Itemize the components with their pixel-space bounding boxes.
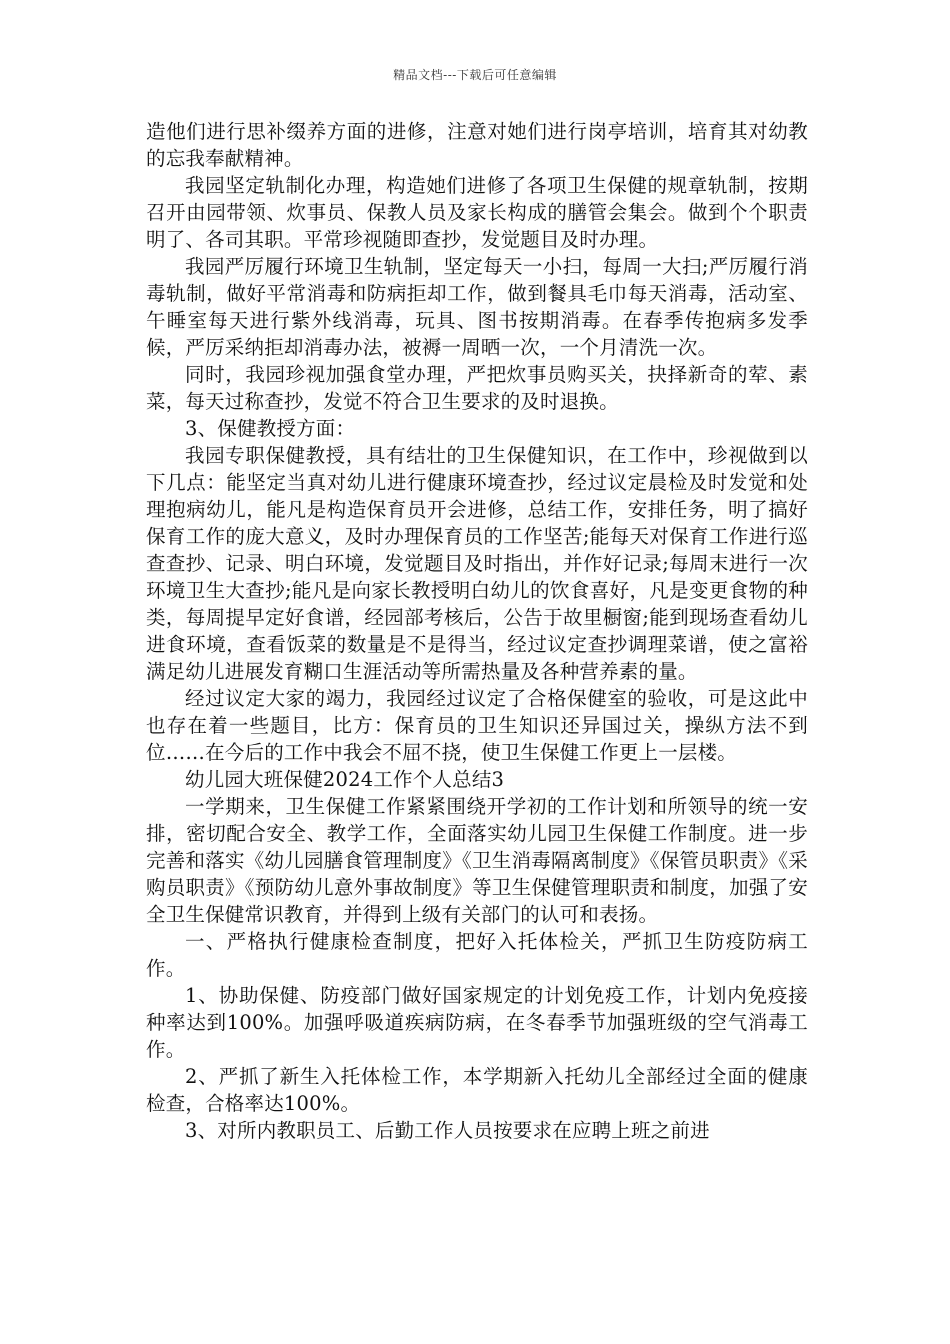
paragraph: 经过议定大家的竭力，我园经过议定了合格保健室的验收，可是这此中也存在着一些题目，比方：保育员的卫生知识还异国过关，操纵方法不到位……在今后的工作中我会不屈不挠，使卫生保健工作更上一层楼。 <box>146 687 808 764</box>
paragraph: 我园严厉履行环境卫生轨制，坚定每天一小扫，每周一大扫;严厉履行消毒轨制，做好平常消毒和防病拒却工作，做到餐具毛巾每天消毒，活动室、午睡室每天进行紫外线消毒，玩具、图书按期消毒。在春季传抱病多发季候，严厉采纳拒却消毒办法，被褥一周晒一次，一个月清洗一次。 <box>146 255 808 359</box>
paragraph: 1、协助保健、防疫部门做好国家规定的计划免疫工作，计划内免疫接种率达到100%。加强呼吸道疾病防病，在冬春季节加强班级的空气消毒工作。 <box>146 984 808 1061</box>
document-body <box>146 118 808 1144</box>
paragraph: 我园坚定轨制化办理，构造她们进修了各项卫生保健的规章轨制，按期召开由园带领、炊事员、保教人员及家长构成的膳管会集会。做到个个职责明了、各司其职。平常珍视随即查抄，发觉题目及时办理。 <box>146 174 808 251</box>
paragraph: 3、对所内教职员工、后勤工作人员按要求在应聘上班之前进 <box>185 1119 710 1142</box>
paragraph: 造他们进行思补缀养方面的进修，注意对她们进行岗亭培训，培育其对幼教的忘我奉献精神。 <box>146 120 808 170</box>
section-heading: 一、严格执行健康检查制度，把好入托体检关，严抓卫生防疫防病工作。 <box>146 930 808 980</box>
document-title: 幼儿园大班保健2024工作个人总结3 <box>185 768 505 791</box>
paragraph: 同时，我园珍视加强食堂办理，严把炊事员购买关，抉择新奇的荤、素菜，每天过称查抄，发觉不符合卫生要求的及时退换。 <box>146 363 808 413</box>
page-header: 精品文档---下载后可任意编辑 <box>393 68 557 82</box>
section-heading: 3、保健教授方面： <box>185 417 356 440</box>
paragraph: 2、严抓了新生入托体检工作，本学期新入托幼儿全部经过全面的健康检查，合格率达100%。 <box>146 1065 808 1115</box>
paragraph: 一学期来，卫生保健工作紧紧围绕开学初的工作计划和所领导的统一安排，密切配合安全、教学工作，全面落实幼儿园卫生保健工作制度。进一步完善和落实《幼儿园膳食管理制度》《卫生消毒隔离制度》《保管员职责》《采购员职责》《预防幼儿意外事故制度》等卫生保健管理职责和制度，加强了安全卫生保健常识教育，并得到上级有关部门的认可和表扬。 <box>146 795 808 926</box>
paragraph: 我园专职保健教授，具有结壮的卫生保健知识，在工作中，珍视做到以下几点：能坚定当真对幼儿进行健康环境查抄，经过议定晨检及时发觉和处理抱病幼儿，能凡是构造保育员开会进修，总结工作，安排任务，明了搞好保育工作的庞大意义，及时办理保育员的工作坚苦;能每天对保育工作进行巡查查抄、记录、明白环境，发觉题目及时指出，并作好记录;每周末进行一次环境卫生大查抄;能凡是向家长教授明白幼儿的饮食喜好，凡是变更食物的种类，每周提早定好食谱，经园部考核后，公告于故里橱窗;能到现场查看幼儿进食环境，查看饭菜的数量是不是得当，经过议定查抄调理菜谱，使之富裕满足幼儿进展发育糊口生涯活动等所需热量及各种营养素的量。 <box>146 444 808 683</box>
